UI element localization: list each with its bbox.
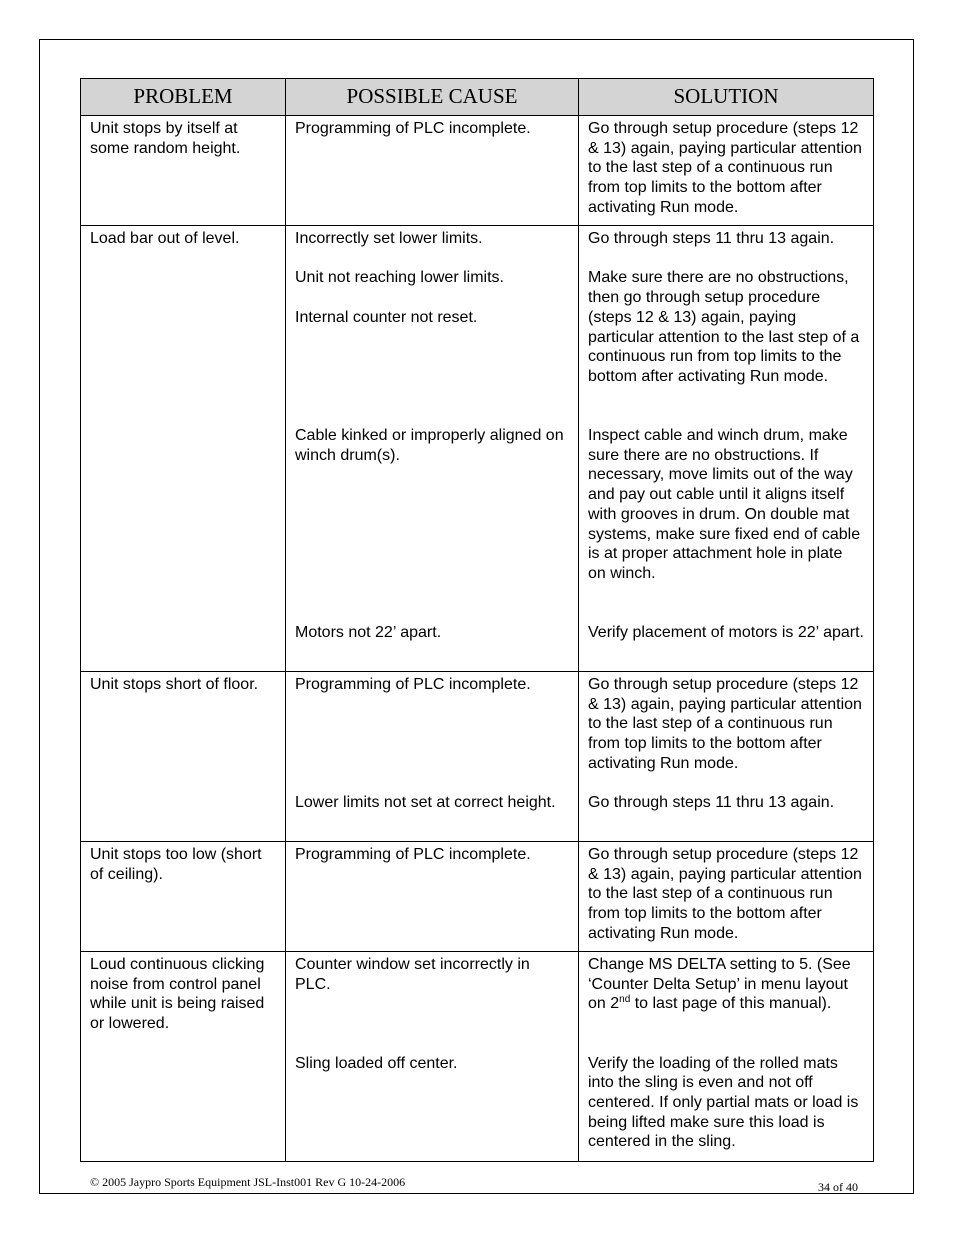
problem-cell: Load bar out of level. <box>81 226 286 672</box>
cause-text: Counter window set incorrectly in PLC. <box>295 956 530 993</box>
cause-cell <box>286 116 579 226</box>
solution-text: Go through steps 11 thru 13 again. <box>588 230 835 247</box>
solution-cell <box>579 116 874 226</box>
cause-text: Unit not reaching lower limits. <box>295 269 504 287</box>
table-row <box>81 952 874 1162</box>
solution-text: Make sure there are no obstructions, then go through setup procedure (steps 12 & 13) again, paying particular attention to the last step of a continuous run from top limits to the bottom after activating Run mode. <box>588 269 860 385</box>
troubleshooting-table <box>80 78 874 1162</box>
ordinal-suffix: nd <box>619 994 631 1006</box>
cause-cell <box>286 952 579 1162</box>
table-header-row <box>81 79 874 116</box>
table-row <box>81 672 874 842</box>
solution-text: Verify placement of motors is 22’ apart. <box>588 623 864 641</box>
solution-text: Go through setup procedure (steps 12 & 13) again, paying particular attention to the last step of a continuous run from top limits to the bottom after activating Run mode. <box>588 846 862 942</box>
cause-text: Internal counter not reset. <box>295 308 478 326</box>
cause-cell <box>286 672 579 842</box>
cause-cell <box>286 226 579 672</box>
table-row <box>81 842 874 952</box>
header-solution: SOLUTION <box>579 79 874 116</box>
cause-text: Cable kinked or improperly aligned on winch drum(s). <box>295 426 564 464</box>
solution-cell <box>579 952 874 1162</box>
cause-text: Programming of PLC incomplete. <box>295 120 531 137</box>
cause-cell <box>286 842 579 952</box>
header-possible-cause: POSSIBLE CAUSE <box>286 79 579 116</box>
solution-text: Go through steps 11 thru 13 again. <box>588 794 835 812</box>
solution-text <box>588 955 864 1054</box>
solution-text: Go through setup procedure (steps 12 & 13) again, paying particular attention to the last step of a continuous run from top limits to the bottom after activating Run mode. <box>588 120 862 216</box>
solution-text-part: Change MS DELTA setting to 5. (See ‘Counter Delta Setup’ in menu layout on 2 <box>588 956 851 1013</box>
cause-text: Incorrectly set lower limits. <box>295 230 483 247</box>
problem-cell: Loud continuous clicking noise from control panel while unit is being raised or lowered. <box>81 952 286 1162</box>
problem-cell: Unit stops too low (short of ceiling). <box>81 842 286 952</box>
cause-text: Sling loaded off center. <box>295 1054 458 1072</box>
table-row <box>81 226 874 672</box>
footer-copyright: © 2005 Jaypro Sports Equipment JSL-Inst001 Rev G 10-24-2006 <box>90 1175 406 1189</box>
problem-cell: Unit stops by itself at some random height. <box>81 116 286 226</box>
solution-cell <box>579 672 874 842</box>
solution-text: Inspect cable and winch drum, make sure there are no obstructions. If necessary, move limits out of the way and pay out cable until it aligns itself with grooves in drum. On double mat systems, make sure fixed end of cable is at proper attachment hole in plate on winch. <box>588 426 861 582</box>
cause-text: Programming of PLC incomplete. <box>295 676 531 693</box>
solution-text-part: to last page of this manual). <box>630 995 832 1013</box>
footer-page-number: 34 of 40 <box>818 1180 858 1194</box>
header-problem: PROBLEM <box>81 79 286 116</box>
solution-cell <box>579 226 874 672</box>
cause-text: Programming of PLC incomplete. <box>295 846 531 863</box>
cause-text: Motors not 22’ apart. <box>295 623 442 641</box>
table-row <box>81 116 874 226</box>
problem-cell: Unit stops short of floor. <box>81 672 286 842</box>
cause-text: Lower limits not set at correct height. <box>295 794 556 812</box>
solution-text: Go through setup procedure (steps 12 & 13) again, paying particular attention to the last step of a continuous run from top limits to the bottom after activating Run mode. <box>588 676 862 772</box>
solution-cell <box>579 842 874 952</box>
solution-text: Verify the loading of the rolled mats into the sling is even and not off centered. If only partial mats or load is being lifted make sure this load is centered in the sling. <box>588 1054 859 1151</box>
